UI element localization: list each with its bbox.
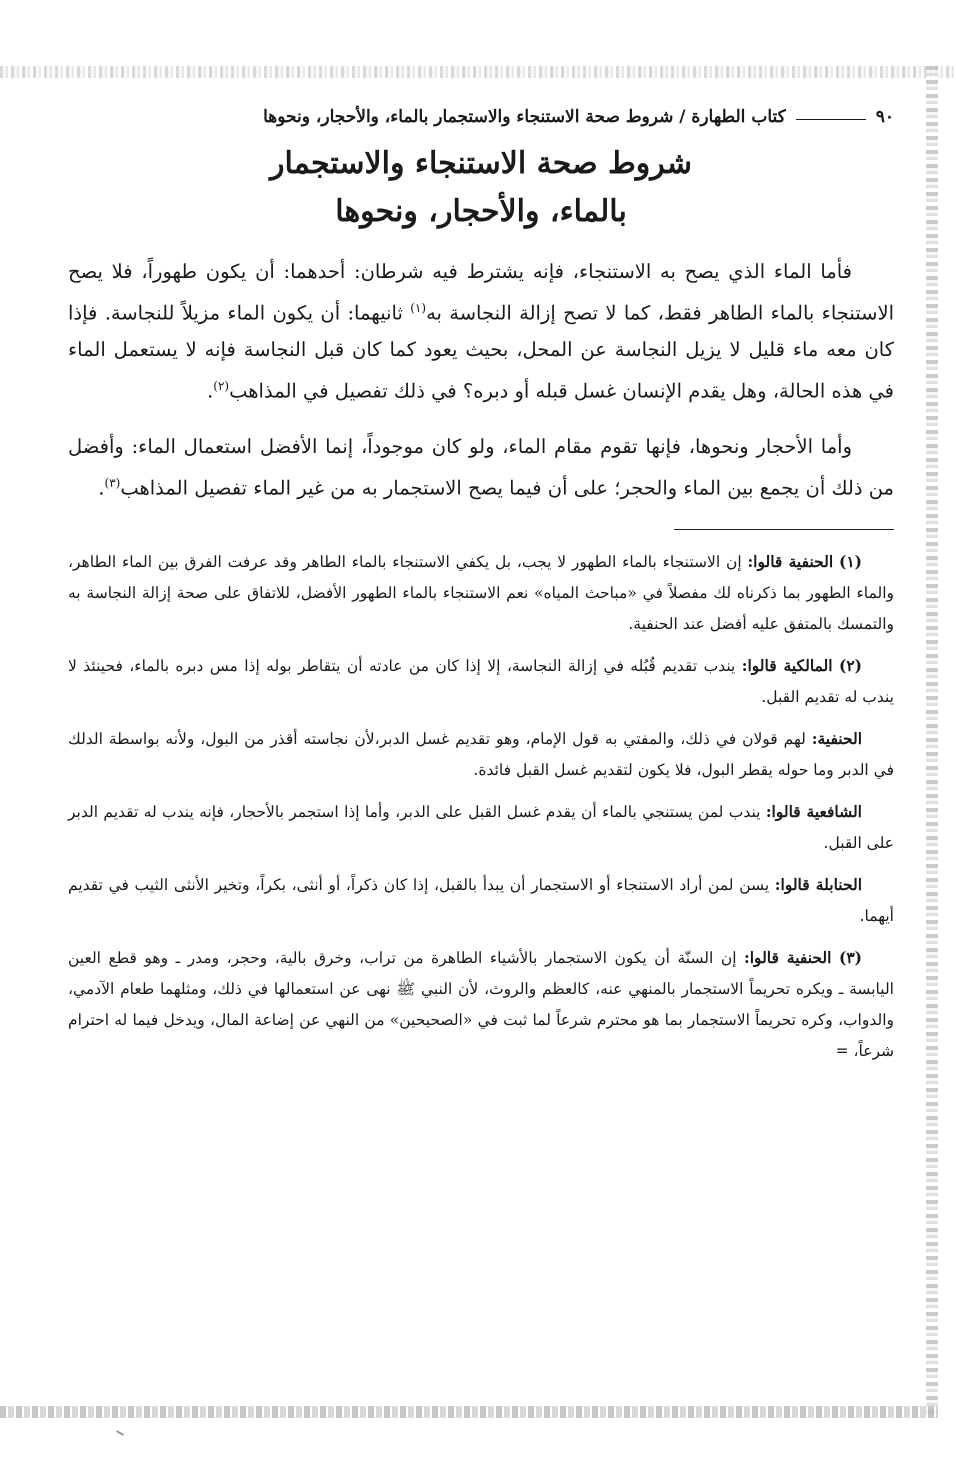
decorative-border-bottom	[0, 1406, 938, 1418]
footnote-text: يسن لمن أراد الاستنجاء أو الاستجمار أن يبدأ بالقبل، إذا كان ذكراً، أو أنثى، بكراً، وتخير الأنثى الثيب في تقديم أيهما.	[68, 875, 894, 925]
footnote-ref-1[interactable]: (١)	[410, 301, 427, 315]
body-paragraph-1	[68, 254, 894, 409]
footnote-2-shafii	[68, 796, 894, 859]
decorative-border-top	[0, 66, 956, 78]
footnotes-section	[68, 546, 894, 1067]
body-text: .	[207, 379, 214, 402]
footnote-ref-3[interactable]: (٣)	[104, 476, 121, 490]
footnote-number: (١)	[838, 551, 862, 571]
running-header	[68, 100, 894, 134]
footnote-divider	[674, 529, 894, 530]
body-text: ثانيهما: أن يكون الماء مزيلاً للنجاسة. فإذا كان معه ماء قليل لا يزيل النجاسة عن المحل، بحيث يعود كما كان قبل النجاسة فإنه لا يستعمل الماء في هذه الحالة، وهل يقدم الإنسان غسل قبله أو دبره؟ في ذلك تفصيل في المذاهب	[68, 301, 894, 402]
body-text: فأما الماء الذي يصح به الاستنجاء، فإنه يشترط فيه شرطان: أحدهما: أن يكون طهوراً، فلا يصح الاستنجاء بالماء الطاهر فقط، كما لا تصح إزالة النجاسة به	[68, 260, 894, 325]
footnote-number: (٢)	[838, 655, 862, 675]
chapter-title-line-2: بالماء، والأحجار، ونحوها	[335, 194, 627, 229]
footnote-3	[68, 942, 894, 1067]
body-paragraph-2	[68, 429, 894, 507]
chapter-title-line-1: شروط صحة الاستنجاء والاستجمار	[270, 146, 692, 181]
footnote-text: لهم قولان في ذلك، والمفتي به قول الإمام، وهو تقديم غسل الدبر،لأن نجاسته أقذر من البول، ولأنه بواسطة الدلك في الدبر وما حوله يقطر البول، فلا يكون لتقديم غسل القبل فائدة.	[68, 729, 894, 779]
footnote-ref-2[interactable]: (٢)	[213, 378, 230, 393]
page-number: ٩٠	[875, 107, 894, 127]
running-title: كتاب الطهارة / شروط صحة الاستنجاء والاستجمار بالماء، والأحجار، ونحوها	[263, 107, 786, 127]
scan-speck	[116, 1430, 124, 1436]
footnote-number: (٣)	[838, 947, 862, 967]
footnote-text: يندب تقديم قُبُله في إزالة النجاسة، إلا إذا كان من عادته أن يتقاطر بوله إذا مس دبره بالماء، فحينئذ لا يندب له تقديم القبل.	[68, 656, 894, 706]
school-label: الحنفية قالوا:	[744, 947, 832, 967]
school-label: الشافعية قالوا:	[765, 801, 862, 821]
decorative-border-right	[926, 66, 938, 1418]
school-label: المالكية قالوا:	[741, 655, 833, 675]
body-text: .	[98, 476, 105, 500]
body-text: وأما الأحجار ونحوها، فإنها تقوم مقام الماء، ولو كان موجوداً، إنما الأفضل استعمال الماء: وأفضل من ذلك أن يجمع بين الماء والحجر؛ على أن فيما يصح الاستجمار به من غير الماء تفصيل المذاهب	[68, 435, 894, 500]
footnote-2	[68, 650, 894, 713]
footnote-2-hanafi	[68, 723, 894, 786]
school-label: الحنابلة قالوا:	[774, 874, 863, 894]
footnote-2-hanbali	[68, 869, 894, 932]
footnote-1	[68, 546, 894, 640]
footnote-text: إن السنّة أن يكون الاستجمار بالأشياء الطاهرة من تراب، وخرق بالية، وحجر، ومدر ـ وهو قطع العين اليابسة ـ ويكره تحريماً الاستجمار بالمنهي عنه، كالعظم والروث، لأن النبي ﷺ نهى عن استعمالها في ذلك، ومثلهما طعام الآدمي، والدواب، وكره تحريماً الاستجمار بما هو محترم شرعاً لما ثبت في «الصحيحين» من النهي عن إضاعة المال، ويدخل فيما له احترام شرعاً، =	[68, 948, 894, 1060]
book-page	[68, 100, 894, 1400]
footnote-text: يندب لمن يستنجي بالماء أن يقدم غسل القبل على الدبر، وأما إذا استجمر بالأحجار، فإنه يندب له تقديم الدبر على القبل.	[68, 802, 894, 852]
header-rule	[796, 119, 866, 120]
chapter-title	[68, 140, 894, 236]
school-label: الحنفية:	[811, 728, 862, 748]
footnote-text: إن الاستنجاء بالماء الطهور لا يجب، بل يكفي الاستنجاء بالماء الطاهر وقد عرفت الفرق بين الماء الطاهر، والماء الطهور بما ذكرناه لك مفصلاً في «مباحث المياه» نعم الاستنجاء بالماء الطهور الأفضل، للاتفاق على صحة إزالة النجاسة به والتمسك بالمتفق عليه أفضل عند الحنفية.	[68, 552, 894, 633]
school-label: الحنفية قالوا:	[747, 551, 834, 571]
